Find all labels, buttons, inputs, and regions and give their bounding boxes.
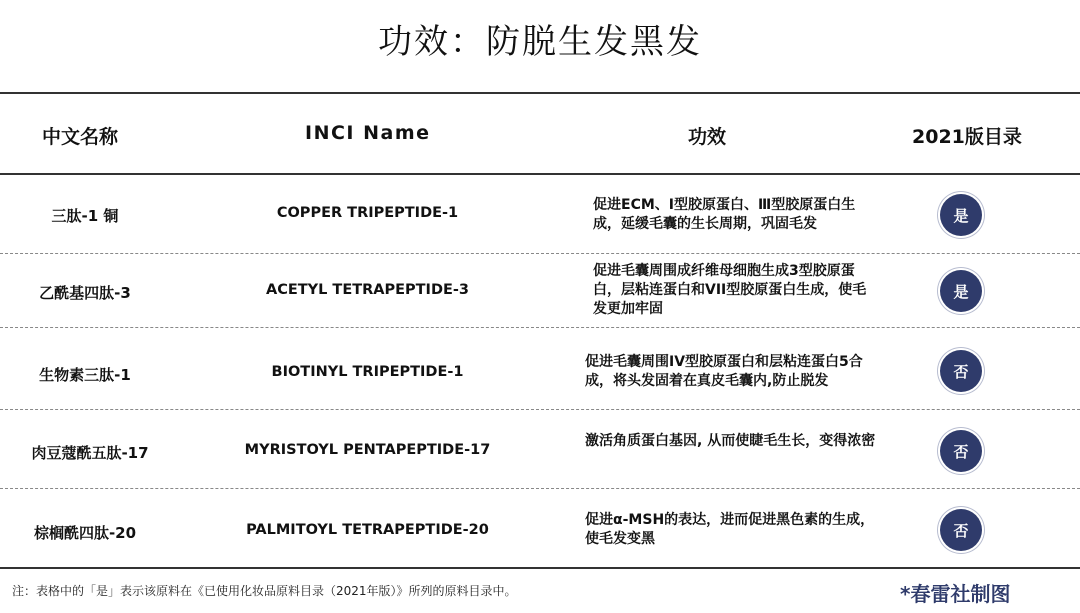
inci-name: BIOTINYL TRIPEPTIDE-1 <box>271 364 464 380</box>
effect: 促进ECM、I型胶原蛋白、Ⅲ型胶原蛋白生成，延缓毛囊的生长周期，巩固毛发 <box>593 197 856 232</box>
catalog-badge: 否 <box>940 430 982 472</box>
credit: *春雷社制图 <box>900 582 1011 606</box>
table-row <box>0 328 1080 410</box>
table-row <box>0 489 1080 569</box>
inci-name: COPPER TRIPEPTIDE-1 <box>276 205 459 221</box>
effect: 促进毛囊周围成纤维母细胞生成3型胶原蛋白，层粘连蛋白和VII型胶原蛋白生成，使毛发更加牢固 <box>593 263 867 317</box>
effect: 促进毛囊周围IV型胶原蛋白和层粘连蛋白5合成，将头发固着在真皮毛囊内,防止脱发 <box>585 354 863 389</box>
name-cn: 乙酰基四肽-3 <box>39 284 131 302</box>
catalog-badge: 否 <box>940 350 982 392</box>
catalog-badge: 是 <box>940 270 982 312</box>
table-row <box>0 175 1080 254</box>
header-effect: 功效 <box>688 126 727 148</box>
table-row <box>0 410 1080 489</box>
catalog-badge: 是 <box>940 194 982 236</box>
name-cn: 肉豆蔻酰五肽-17 <box>31 444 149 462</box>
inci-name: MYRISTOYL PENTAPEPTIDE-17 <box>244 442 491 458</box>
effect: 激活角质蛋白基因, 从而使睫毛生长，变得浓密 <box>585 433 876 449</box>
header-name-cn: 中文名称 <box>42 126 119 148</box>
table-header <box>0 94 1080 175</box>
catalog-badge: 否 <box>940 509 982 551</box>
name-cn: 生物素三肽-1 <box>39 366 131 384</box>
name-cn: 棕榈酰四肽-20 <box>33 524 137 542</box>
inci-name: PALMITOYL TETRAPEPTIDE-20 <box>246 522 489 538</box>
header-catalog: 2021版目录 <box>912 126 1022 148</box>
page-title: 功效：防脱生发黑发 <box>378 22 702 62</box>
header-inci: INCI Name <box>305 122 431 144</box>
effect: 促进α-MSH的表达，进而促进黑色素的生成，使毛发变黑 <box>585 512 875 547</box>
name-cn: 三肽-1 铜 <box>51 207 119 225</box>
footnote: 注：表格中的「是」表示该原料在《已使用化妆品原料目录（2021年版）》所列的原料目录中。 <box>12 584 517 598</box>
inci-name: ACETYL TETRAPEPTIDE-3 <box>265 282 469 298</box>
table-row <box>0 254 1080 328</box>
